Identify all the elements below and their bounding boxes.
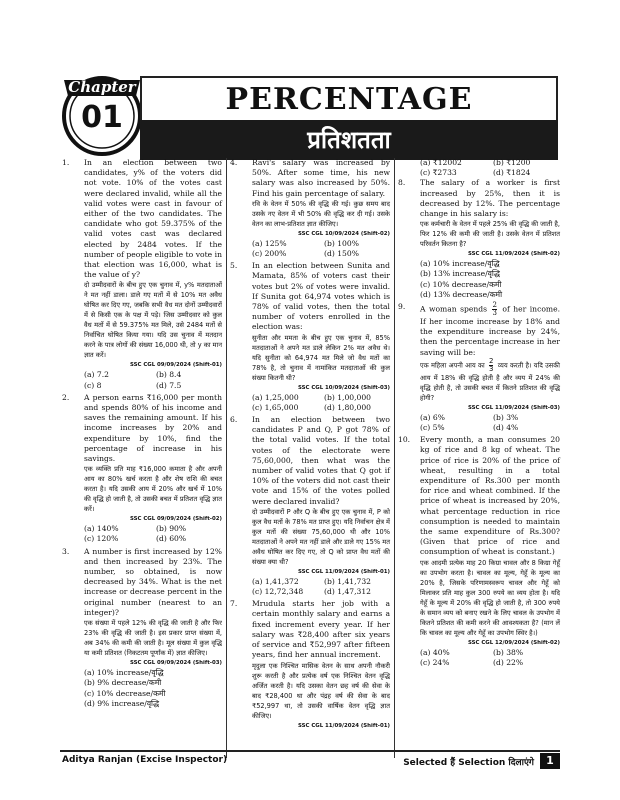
question-text-en: In an election between two candidates P and Q, P got 78% of the total valid votes. If the total votes of the electorate were 75,60,000, then what was the number of valid votes that Q got if 10% of the voters did not cast their vote and 15% of the votes polled were declared invalid? bbox=[252, 415, 390, 506]
question-3 bbox=[62, 547, 222, 709]
option-a: (a) 7.2 bbox=[84, 370, 109, 380]
question-source: SSC CGL 11/09/2024 (Shift-01) bbox=[297, 722, 390, 729]
question-10 bbox=[398, 435, 560, 668]
question-text-hi: रवि के वेतन में 50% की वृद्धि की गई। कुछ समय बाद उसके नए वेतन में भी 50% की वृद्धि कर दी गई। उसके वेतन का लाभ-प्रतिशत ज्ञात कीजिए। bbox=[252, 199, 390, 228]
column-1 bbox=[62, 158, 222, 711]
option-b: (b) ₹1200 bbox=[493, 158, 531, 167]
options bbox=[84, 370, 222, 390]
question-number: 6. bbox=[230, 415, 238, 425]
page-footer bbox=[60, 750, 560, 768]
title-box bbox=[140, 76, 558, 160]
question-text-en: In an election between two candidates, y% of the voters did not vote. 10% of the votes cast were declared invalid, while all the valid votes were cast in favour of either of the two candidates. The candidate who got 59.375% of the valid votes cast was declared elected by 2484 votes. If the number of people eligible to vote in that election was 16,000, what is the value of y? bbox=[84, 158, 222, 280]
question-number: 4. bbox=[230, 158, 238, 167]
option-a: (a) 140% bbox=[84, 524, 119, 534]
option-d: (d) 9% increase/वृद्धि bbox=[84, 698, 160, 708]
column-2 bbox=[230, 158, 390, 732]
question-number: 1. bbox=[62, 158, 70, 167]
option-b: (b) 90% bbox=[156, 524, 187, 534]
question-text-en bbox=[420, 302, 560, 358]
question-text-hi: मृदुला एक निश्चित मासिक वेतन के साथ अपनी नौकरी शुरू करती है और प्रत्येक वर्ष एक निश्चित वेतन वृद्धि अर्जित करती है। यदि उसका वेतन छह वर्ष की सेवा के बाद ₹28,400 था और पंद्रह वर्ष की सेवा के बाद ₹52,997 था, तो उसकी वार्षिक वेतन वृद्धि ज्ञात कीजिए। bbox=[252, 661, 390, 720]
question-number: 7. bbox=[230, 599, 238, 609]
question-source: SSC CGL 09/09/2024 (Shift-03) bbox=[129, 660, 222, 667]
question-source: SSC CGL 10/09/2024 (Shift-02) bbox=[297, 230, 390, 237]
option-a: (a) 10% increase/वृद्धि bbox=[84, 668, 164, 678]
option-c: (c) 8 bbox=[84, 380, 102, 390]
question-text-en: Ravi's salary was increased by 50%. After some time, his new salary was also increased by 50%. Find his gain percentage of salary. bbox=[252, 158, 390, 198]
question-5 bbox=[230, 261, 390, 413]
option-a: (a) 40% bbox=[420, 647, 450, 657]
question-source: SSC CGL 12/09/2024 (Shift-02) bbox=[467, 639, 560, 646]
options bbox=[420, 648, 560, 668]
option-a: (a) 1,41,372 bbox=[252, 576, 299, 586]
column-divider bbox=[394, 158, 395, 758]
question-7 bbox=[230, 599, 390, 729]
options bbox=[420, 413, 560, 433]
question-number: 9. bbox=[398, 302, 406, 312]
option-d: (d) 150% bbox=[324, 249, 359, 259]
option-d: (d) 1,47,312 bbox=[324, 587, 372, 597]
fraction-numerator: 2 bbox=[489, 356, 494, 365]
option-b: (b) 100% bbox=[324, 238, 359, 248]
question-number: 3. bbox=[62, 546, 70, 556]
text-part: A woman spends bbox=[420, 304, 488, 314]
fraction-numerator: 2 bbox=[492, 301, 497, 310]
question-text-en: A number is first increased by 12% and then increased by 23%. The number, so obtained, is now decreased by 34%. What is the net increase or decrease percent in the original number (nearest to an integer)? bbox=[84, 546, 222, 617]
question-source: SSC CGL 09/09/2024 (Shift-01) bbox=[129, 362, 222, 369]
options bbox=[252, 393, 390, 413]
question-number: 2. bbox=[62, 392, 70, 402]
option-c: (c) 24% bbox=[420, 657, 450, 667]
question-text-hi: सुनीता और ममता के बीच हुए एक चुनाव में, 85% मतदाताओं ने अपने मत डाले लेकिन 2% मत अवैध थे। यदि सुनीता को 64,974 मत मिले जो वैध मतों का 78% है, तो चुनाव में नामांकित मतदाताओं की कुल संख्या कितनी थी? bbox=[252, 333, 390, 382]
question-text-hi: एक कर्मचारी के वेतन में पहले 25% की वृद्धि की जाती है, फिर 12% की कमी की जाती है। उसके वेतन में प्रतिशत परिवर्तन कितना है? bbox=[420, 220, 560, 249]
question-9 bbox=[398, 302, 560, 433]
option-a: (a) 6% bbox=[420, 412, 445, 422]
question-text-en: In an election between Sunita and Mamata, 85% of voters cast their votes but 2% of votes were invalid. If Sunita got 64,974 votes which is 78% of valid votes, then the total number of voters enrolled in the election was: bbox=[252, 261, 390, 332]
question-text-en: Every month, a man consumes 20 kg of rice and 8 kg of wheat. The price of rice is 20% of the price of wheat, resulting in a total expenditure of Rs.300 per month for rice and wheat combined. If the price of wheat is increased by 20%, what percentage reduction in rice consumption is needed to maintain the same expenditure of Rs.300? (Given that price of rice and consumption of wheat is constant.) bbox=[420, 435, 560, 557]
question-1 bbox=[62, 158, 222, 391]
chapter-badge bbox=[60, 66, 144, 158]
option-d: (d) 1,80,000 bbox=[324, 402, 372, 412]
option-d: (d) 60% bbox=[156, 534, 187, 544]
chapter-header bbox=[60, 66, 560, 160]
text-part: व्यय करती है। यदि उसकी आय में 18% की वृद्धि होती है और व्यय में 24% की वृद्धि होती है, तो उसकी बचत में कितने प्रतिशत की वृद्धि होगी? bbox=[420, 361, 560, 402]
option-c: (c) 120% bbox=[84, 534, 119, 544]
question-text-hi: एक आदमी प्रत्येक माह 20 किग्रा चावल और 8 किग्रा गेहूँ का उपभोग करता है। चावल का मूल्य, गेहूँ के मूल्य का 20% है, जिसके परिणामस्वरूप चावल और गेहूँ को मिलाकर प्रति माह कुल 300 रुपये का व्यय होता है। यदि गेहूँ के मूल्य में 20% की वृद्धि हो जाती है, तो 300 रुपये के समान व्यय को बनाए रखने के लिए चावल के उपभोग में कितने प्रतिशत की कमी करने की आवश्यकता है? (मान लें कि चावल का मूल्य और गेहूँ का उपभोग स्थिर है।) bbox=[420, 558, 560, 637]
option-a: (a) ₹12002 bbox=[420, 158, 462, 167]
question-source: SSC CGL 11/09/2024 (Shift-01) bbox=[297, 568, 390, 575]
option-d: (d) 7.5 bbox=[156, 380, 182, 390]
option-d: (d) ₹1824 bbox=[493, 168, 531, 178]
option-a: (a) 10% increase/वृद्धि bbox=[420, 259, 500, 269]
question-text-en: The salary of a worker is first increased by 25%, then it is decreased by 12%. The percentage change in his salary is: bbox=[420, 178, 560, 219]
chapter-label: Chapter bbox=[68, 78, 136, 96]
question-source: SSC CGL 11/09/2024 (Shift-02) bbox=[467, 251, 560, 258]
footer-author: Aditya Ranjan (Excise Inspector) bbox=[62, 755, 228, 765]
question-number: 5. bbox=[230, 261, 238, 271]
question-8 bbox=[398, 178, 560, 300]
option-b: (b) 8.4 bbox=[156, 370, 182, 380]
question-text-hi: एक व्यक्ति प्रति माह ₹16,000 कमाता है और अपनी आय का 80% खर्च करता है और शेष राशि की बचत करता है। यदि उसकी आय में 20% और खर्च में 10% की वृद्धि हो जाती है, तो उसकी बचत में प्रतिशत वृद्धि ज्ञात करें। bbox=[84, 465, 222, 514]
title-english: PERCENTAGE bbox=[140, 76, 558, 120]
option-b: (b) 13% increase/वृद्धि bbox=[420, 269, 500, 279]
option-c: (c) ₹2733 bbox=[420, 168, 457, 178]
question-text-hi: दो उम्मीदवारों के बीच हुए एक चुनाव में, y% मतदाताओं ने मत नहीं डाला। डाले गए मतों में से 10% मत अवैध घोषित कर दिए गए, जबकि सभी वैध मत दोनों उम्मीदवारों में से किसी एक के पक्ष में पड़े। जिस उम्मीदवार को कुल वैध मतों में से 59.375% मत मिले, उसे 2484 मतों से निर्वाचित घोषित किया गया। यदि उस चुनाव में मतदान करने के पात्र लोगों की संख्या 16,000 थी, तो y का मान ज्ञात करें। bbox=[84, 281, 222, 360]
option-b: (b) 38% bbox=[493, 647, 524, 657]
options bbox=[420, 259, 560, 300]
question-source: SSC CGL 11/09/2024 (Shift-03) bbox=[467, 404, 560, 411]
option-c: (c) 1,65,000 bbox=[252, 402, 299, 412]
option-c: (c) 200% bbox=[252, 249, 287, 259]
question-7-options bbox=[398, 158, 560, 178]
column-divider bbox=[226, 158, 227, 758]
column-3 bbox=[398, 158, 560, 670]
option-a: (a) 1,25,000 bbox=[252, 392, 299, 402]
text-part: of her income. If her income increase by 18% and the expenditure increase by 24%, then the percentage increase in her saving will be: bbox=[420, 304, 560, 357]
fraction bbox=[492, 302, 496, 317]
option-c: (c) 12,72,348 bbox=[252, 587, 304, 597]
option-a: (a) 125% bbox=[252, 238, 287, 248]
question-number: 10. bbox=[398, 435, 411, 445]
option-b: (b) 9% decrease/कमी bbox=[84, 678, 162, 688]
question-source: SSC CGL 09/09/2024 (Shift-02) bbox=[129, 516, 222, 523]
title-hindi: प्रतिशतता bbox=[140, 120, 558, 160]
options bbox=[252, 239, 390, 259]
fraction bbox=[489, 358, 493, 373]
options bbox=[84, 524, 222, 544]
fraction-denominator: 3 bbox=[492, 309, 497, 318]
option-d: (d) 22% bbox=[493, 657, 524, 667]
chapter-number: 01 bbox=[81, 100, 123, 135]
option-d: (d) 13% decrease/कमी bbox=[420, 289, 503, 299]
options bbox=[252, 577, 390, 597]
question-text-hi: एक संख्या में पहले 12% की वृद्धि की जाती है और फिर 23% की वृद्धि की जाती है। इस प्रकार प्राप्त संख्या में, अब 34% की कमी की जाती है। मूल संख्या में कुल वृद्धि या कमी प्रतिशत (निकटतम पूर्णांक में) ज्ञात कीजिए। bbox=[84, 619, 222, 658]
option-b: (b) 3% bbox=[493, 412, 519, 422]
option-c: (c) 10% decrease/कमी bbox=[84, 688, 166, 698]
question-text-hi bbox=[420, 358, 560, 403]
options bbox=[84, 668, 222, 709]
question-2 bbox=[62, 393, 222, 545]
option-b: (b) 1,41,732 bbox=[324, 576, 372, 586]
question-text-en: Mrudula starts her job with a certain monthly salary and earns a fixed increment every year. If her salary was ₹28,400 after six years of service and ₹52,997 after fifteen years, find her annual increment. bbox=[252, 599, 390, 660]
option-b: (b) 1,00,000 bbox=[324, 392, 372, 402]
text-part: एक महिला अपनी आय का bbox=[420, 361, 485, 370]
question-6 bbox=[230, 415, 390, 597]
page-number: 1 bbox=[540, 753, 560, 769]
fraction-denominator: 3 bbox=[489, 364, 494, 373]
question-number: 8. bbox=[398, 178, 406, 188]
question-source: SSC CGL 10/09/2024 (Shift-03) bbox=[297, 384, 390, 391]
option-c: (c) 10% decrease/कमी bbox=[420, 279, 502, 289]
question-text-hi: दो उम्मीदवारों P और Q के बीच हुए एक चुनाव में, P को कुल वैध मतों के 78% मत प्राप्त हुए। यदि निर्वाचन क्षेत्र में कुल मतों की संख्या 75,60,000 थी और 10% मतदाताओं ने अपने मत नहीं डाले और डाले गए 15% मत अवैध घोषित कर दिए गए, तो Q को प्राप्त वैध मतों की संख्या क्या थी? bbox=[252, 507, 390, 566]
question-text-en: A person earns ₹16,000 per month and spends 80% of his income and saves the remaining amount. If his income increases by 20% and expenditure by 10%, find the percentage of increase in his savings. bbox=[84, 392, 222, 464]
option-c: (c) 5% bbox=[420, 423, 445, 433]
footer-tagline: Selected हैं Selection दिलाएंगे bbox=[403, 758, 534, 768]
option-d: (d) 4% bbox=[493, 423, 519, 433]
question-4 bbox=[230, 158, 390, 259]
